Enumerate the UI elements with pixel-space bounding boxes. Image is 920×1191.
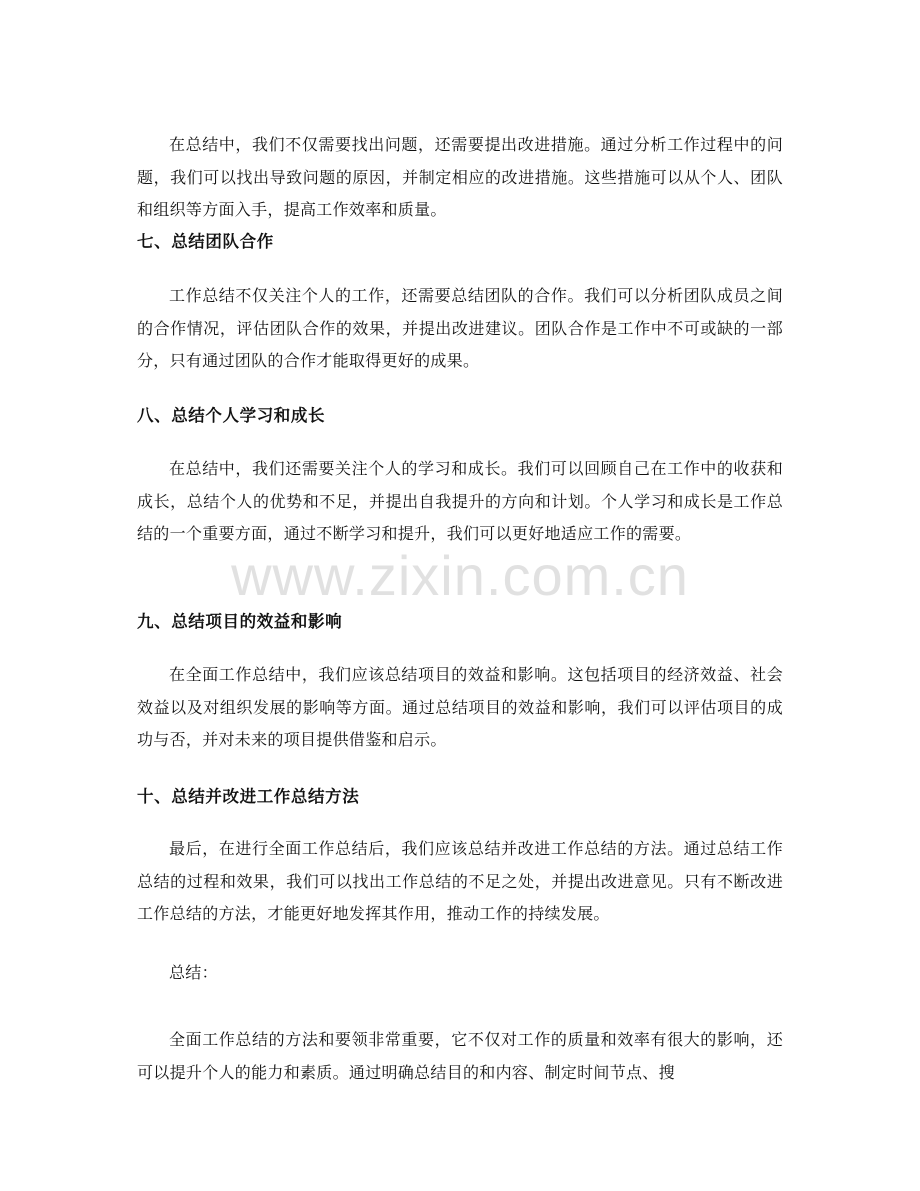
- paragraph-conclusion: 全面工作总结的方法和要领非常重要，它不仅对工作的质量和效率有很大的影响，还可以提升个人的能力和素质。通过明确总结目的和内容、制定时间节点、搜: [137, 1030, 783, 1082]
- heading-section-7: 七、总结团队合作: [137, 232, 274, 251]
- watermark-text: www.zixin.com.cn: [231, 544, 689, 607]
- paragraph-improve-method: 最后，在进行全面工作总结后，我们应该总结并改进工作总结的方法。通过总结工作总结的过程和效果，我们可以找出工作总结的不足之处，并提出改进意见。只有不断改进工作总结的方法，才能更好地发挥其作用，推动工作的持续发展。: [137, 839, 783, 924]
- paragraph-improvement-measures: 在总结中，我们不仅需要找出问题，还需要提出改进措施。通过分析工作过程中的问题，我们可以找出导致问题的原因，并制定相应的改进措施。这些措施可以从个人、团队和组织等方面入手，提高工作效率和质量。: [137, 135, 783, 220]
- paragraph-personal-growth: 在总结中，我们还需要关注个人的学习和成长。我们可以回顾自己在工作中的收获和成长，总结个人的优势和不足，并提出自我提升的方向和计划。个人学习和成长是工作总结的一个重要方面，通过不断学习和提升，我们可以更好地适应工作的需要。: [137, 459, 783, 544]
- paragraph-team-cooperation: 工作总结不仅关注个人的工作，还需要总结团队的合作。我们可以分析团队成员之间的合作情况，评估团队合作的效果，并提出改进建议。团队合作是工作中不可或缺的一部分，只有通过团队的合作才能取得更好的成果。: [137, 286, 783, 371]
- heading-section-8: 八、总结个人学习和成长: [137, 406, 326, 425]
- paragraph-project-benefits: 在全面工作总结中，我们应该总结项目的效益和影响。这包括项目的经济效益、社会效益以及对组织发展的影响等方面。通过总结项目的效益和影响，我们可以评估项目的成功与否，并对未来的项目提供借鉴和启示。: [137, 665, 783, 750]
- heading-section-10: 十、总结并改进工作总结方法: [137, 787, 360, 806]
- paragraph-summary-label: 总结：: [169, 963, 218, 982]
- heading-section-9: 九、总结项目的效益和影响: [137, 612, 343, 631]
